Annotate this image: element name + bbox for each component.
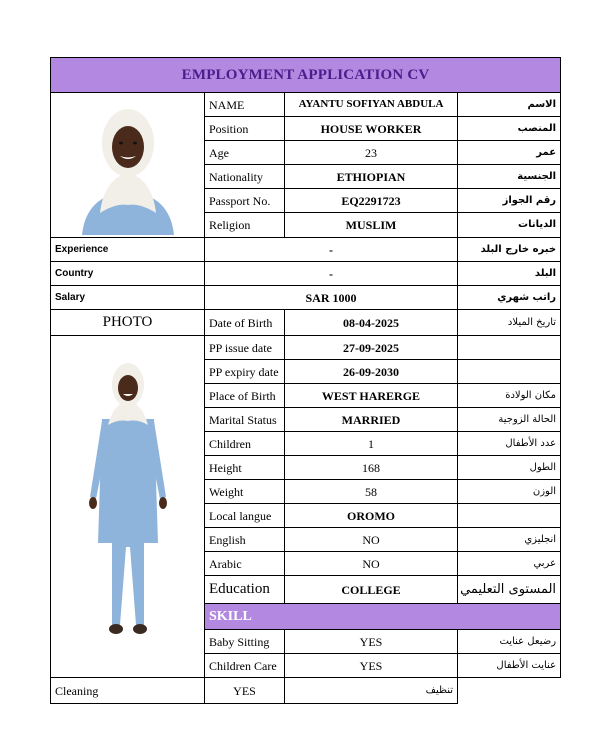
value-weight: 58 xyxy=(285,480,458,504)
value-marital-status: MARRIED xyxy=(285,408,458,432)
label-weight: Weight xyxy=(205,480,285,504)
ar-children-care: عنايت الأطفال xyxy=(458,654,561,678)
label-cleaning: Cleaning xyxy=(51,678,205,704)
label-religion: Religion xyxy=(205,213,285,238)
ar-local-language xyxy=(458,504,561,528)
ar-passport: رقم الجواز xyxy=(458,189,561,213)
label-name: NAME xyxy=(205,93,285,117)
ar-place-of-birth: مكان الولادة xyxy=(458,384,561,408)
value-dob: 08-04-2025 xyxy=(285,310,458,336)
ar-weight: الوزن xyxy=(458,480,561,504)
value-children-care: YES xyxy=(285,654,458,678)
label-children: Children xyxy=(205,432,285,456)
label-country: Country xyxy=(51,262,205,286)
ar-baby-sitting: رضيعل عنايت xyxy=(458,630,561,654)
label-pp-issue: PP issue date xyxy=(205,336,285,360)
portrait-photo xyxy=(51,93,205,238)
label-pp-expiry: PP expiry date xyxy=(205,360,285,384)
label-height: Height xyxy=(205,456,285,480)
label-arabic: Arabic xyxy=(205,552,285,576)
label-baby-sitting: Baby Sitting xyxy=(205,630,285,654)
ar-nationality: الجنسية xyxy=(458,165,561,189)
ar-height: الطول xyxy=(458,456,561,480)
ar-age: عمر xyxy=(458,141,561,165)
ar-name: الاسم xyxy=(458,93,561,117)
value-pp-expiry: 26-09-2030 xyxy=(285,360,458,384)
label-experience: Experience xyxy=(51,238,205,262)
value-baby-sitting: YES xyxy=(285,630,458,654)
ar-children: عدد الأطفال xyxy=(458,432,561,456)
full-body-photo xyxy=(51,336,205,678)
photo-label: PHOTO xyxy=(51,310,205,336)
value-country: - xyxy=(205,262,458,286)
ar-pp-expiry xyxy=(458,360,561,384)
value-salary: SAR 1000 xyxy=(205,286,458,310)
label-dob: Date of Birth xyxy=(205,310,285,336)
value-education: COLLEGE xyxy=(285,576,458,604)
value-experience: - xyxy=(205,238,458,262)
value-nationality: ETHIOPIAN xyxy=(285,165,458,189)
label-place-of-birth: Place of Birth xyxy=(205,384,285,408)
label-english: English xyxy=(205,528,285,552)
label-passport: Passport No. xyxy=(205,189,285,213)
cv-document xyxy=(50,57,560,715)
ar-english: انجليزي xyxy=(458,528,561,552)
ar-salary: راتب شهري xyxy=(458,286,561,310)
value-cleaning: YES xyxy=(205,678,285,704)
ar-cleaning: تنظيف xyxy=(285,678,458,704)
full-body-image xyxy=(78,357,178,657)
label-salary: Salary xyxy=(51,286,205,310)
value-passport: EQ2291723 xyxy=(285,189,458,213)
ar-marital-status: الحالة الزوجية xyxy=(458,408,561,432)
ar-arabic: عربي xyxy=(458,552,561,576)
value-age: 23 xyxy=(285,141,458,165)
label-education: Education xyxy=(205,576,285,604)
ar-religion: الديانات xyxy=(458,213,561,238)
value-local-language: OROMO xyxy=(285,504,458,528)
ar-country: البلد xyxy=(458,262,561,286)
value-arabic: NO xyxy=(285,552,458,576)
label-age: Age xyxy=(205,141,285,165)
label-children-care: Children Care xyxy=(205,654,285,678)
value-children: 1 xyxy=(285,432,458,456)
cv-title: EMPLOYMENT APPLICATION CV xyxy=(51,58,561,93)
value-height: 168 xyxy=(285,456,458,480)
ar-experience: خبره خارج البلد xyxy=(458,238,561,262)
value-position: HOUSE WORKER xyxy=(285,117,458,141)
label-nationality: Nationality xyxy=(205,165,285,189)
value-pp-issue: 27-09-2025 xyxy=(285,336,458,360)
portrait-image xyxy=(68,95,188,235)
value-place-of-birth: WEST HARERGE xyxy=(285,384,458,408)
skill-header: SKILL xyxy=(205,604,561,630)
value-english: NO xyxy=(285,528,458,552)
ar-position: المنصب xyxy=(458,117,561,141)
label-marital-status: Marital Status xyxy=(205,408,285,432)
label-position: Position xyxy=(205,117,285,141)
value-name: AYANTU SOFIYAN ABDULA xyxy=(285,93,458,117)
ar-dob: تاريخ الميلاد xyxy=(458,310,561,336)
ar-education: المستوى التعليمي xyxy=(458,576,561,604)
cv-table xyxy=(50,57,561,704)
ar-pp-issue xyxy=(458,336,561,360)
value-religion: MUSLIM xyxy=(285,213,458,238)
label-local-language: Local langue xyxy=(205,504,285,528)
